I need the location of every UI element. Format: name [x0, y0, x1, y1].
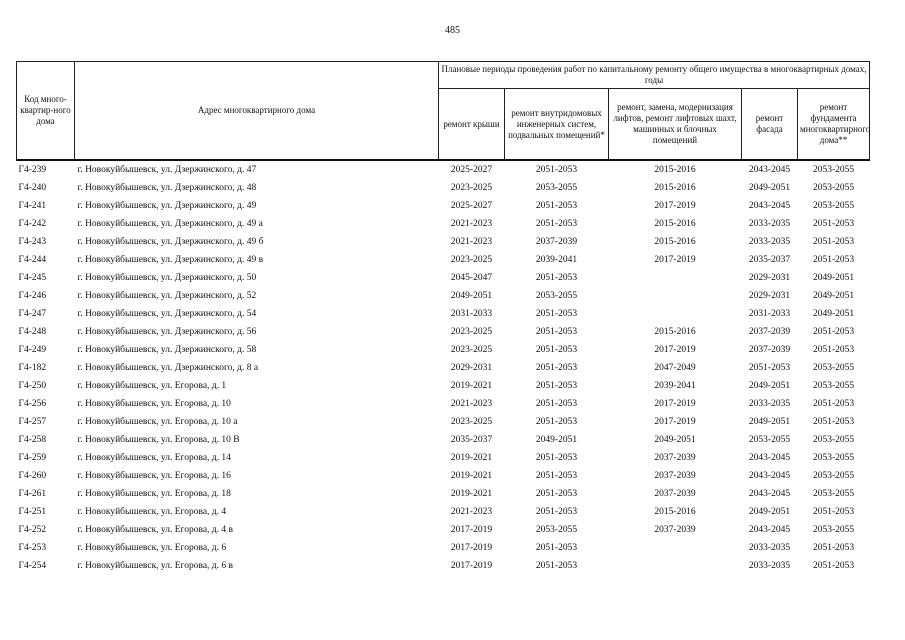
- cell-code: Г4-182: [18, 363, 47, 373]
- cell-address: г. Новокуйбышевск, ул. Егорова, д. 10 а: [77, 417, 238, 427]
- cell-address: г. Новокуйбышевск, ул. Дзержинского, д. 52: [77, 291, 257, 301]
- table-row: [17, 395, 870, 413]
- table-row: [17, 449, 870, 467]
- cell-address: г. Новокуйбышевск, ул. Егорова, д. 14: [77, 453, 231, 463]
- cell-facade: 2049-2051: [748, 381, 791, 391]
- cell-roof: 2017-2019: [450, 525, 493, 535]
- table-row: [17, 179, 870, 197]
- cell-foundation: 2053-2055: [812, 435, 855, 445]
- cell-lifts: 2017-2019: [654, 417, 696, 427]
- cell-systems: 2051-2053: [535, 489, 578, 499]
- cell-foundation: 2053-2055: [812, 453, 855, 463]
- cell-facade: 2049-2051: [748, 183, 791, 193]
- cell-foundation: 2049-2051: [812, 309, 855, 319]
- cell-facade: 2033-2035: [748, 561, 791, 571]
- cell-foundation: 2053-2055: [812, 183, 855, 193]
- table-row: [17, 413, 870, 431]
- cell-roof: 2023-2025: [450, 255, 493, 265]
- cell-roof: 2019-2021: [450, 489, 493, 499]
- cell-roof: 2019-2021: [450, 471, 493, 481]
- cell-systems: 2051-2053: [535, 219, 578, 229]
- cell-roof: 2045-2047: [450, 273, 493, 283]
- table-row: [17, 485, 870, 503]
- cell-roof: 2031-2033: [450, 309, 493, 319]
- header-roof: ремонт крыши: [439, 89, 505, 161]
- cell-address: г. Новокуйбышевск, ул. Дзержинского, д. 58: [77, 345, 257, 355]
- cell-systems: 2051-2053: [535, 363, 578, 373]
- table-row: [17, 215, 870, 233]
- cell-roof: 2019-2021: [450, 453, 493, 463]
- cell-facade: 2033-2035: [748, 399, 791, 409]
- cell-foundation: 2049-2051: [812, 291, 855, 301]
- cell-facade: 2035-2037: [748, 255, 791, 265]
- cell-code: Г4-248: [18, 327, 47, 337]
- cell-facade: 2043-2045: [748, 165, 791, 175]
- cell-address: г. Новокуйбышевск, ул. Дзержинского, д. 8 а: [77, 363, 259, 373]
- cell-address: г. Новокуйбышевск, ул. Егорова, д. 6 в: [77, 561, 233, 571]
- cell-foundation: 2053-2055: [812, 489, 855, 499]
- header-lifts: ремонт, замена, модернизация лифтов, ремонт лифтовых шахт, машинных и блочных помещений: [609, 89, 742, 161]
- cell-address: г. Новокуйбышевск, ул. Егорова, д. 4: [77, 507, 227, 517]
- cell-foundation: 2051-2053: [812, 237, 855, 247]
- cell-lifts: [609, 287, 742, 305]
- table-row: [17, 160, 870, 179]
- cell-systems: 2053-2055: [535, 525, 578, 535]
- cell-address: г. Новокуйбышевск, ул. Егорова, д. 4 в: [77, 525, 233, 535]
- cell-systems: 2051-2053: [535, 201, 578, 211]
- cell-facade: 2029-2031: [748, 291, 791, 301]
- cell-roof: 2025-2027: [450, 201, 493, 211]
- cell-foundation: 2051-2053: [812, 417, 855, 427]
- cell-lifts: [609, 557, 742, 575]
- table-row: [17, 431, 870, 449]
- cell-facade: 2049-2051: [748, 417, 791, 427]
- cell-roof: 2025-2027: [450, 165, 493, 175]
- cell-code: Г4-239: [18, 165, 47, 175]
- table-row: [17, 467, 870, 485]
- cell-systems: 2051-2053: [535, 345, 578, 355]
- cell-code: Г4-243: [18, 237, 47, 247]
- cell-facade: 2053-2055: [748, 435, 791, 445]
- table-row: [17, 323, 870, 341]
- cell-code: Г4-254: [18, 561, 47, 571]
- cell-lifts: 2017-2019: [654, 345, 696, 355]
- cell-code: Г4-244: [18, 255, 47, 265]
- cell-foundation: 2051-2053: [812, 327, 855, 337]
- cell-foundation: 2051-2053: [812, 255, 855, 265]
- header-address: Адрес многоквартирного дома: [75, 62, 439, 161]
- table-row: [17, 287, 870, 305]
- cell-code: Г4-261: [18, 489, 47, 499]
- cell-code: Г4-242: [18, 219, 47, 229]
- cell-systems: 2051-2053: [535, 273, 578, 283]
- cell-code: Г4-253: [18, 543, 47, 553]
- cell-code: Г4-258: [18, 435, 47, 445]
- cell-lifts: 2015-2016: [654, 237, 696, 247]
- cell-code: Г4-240: [18, 183, 47, 193]
- cell-lifts: 2037-2039: [654, 525, 696, 535]
- cell-roof: 2017-2019: [450, 561, 493, 571]
- table-row: [17, 503, 870, 521]
- cell-lifts: 2017-2019: [654, 255, 696, 265]
- capital-repair-table: [16, 61, 870, 575]
- cell-code: Г4-251: [18, 507, 47, 517]
- cell-systems: 2053-2055: [535, 183, 578, 193]
- table-row: [17, 251, 870, 269]
- table-row: [17, 233, 870, 251]
- cell-roof: 2023-2025: [450, 327, 493, 337]
- cell-systems: 2051-2053: [535, 453, 578, 463]
- cell-foundation: 2051-2053: [812, 219, 855, 229]
- cell-systems: 2051-2053: [535, 165, 578, 175]
- cell-roof: 2017-2019: [450, 543, 493, 553]
- table-row: [17, 539, 870, 557]
- cell-systems: 2049-2051: [535, 435, 578, 445]
- cell-foundation: 2049-2051: [812, 273, 855, 283]
- cell-code: Г4-247: [18, 309, 47, 319]
- cell-roof: 2049-2051: [450, 291, 493, 301]
- cell-foundation: 2053-2055: [812, 165, 855, 175]
- cell-roof: 2023-2025: [450, 183, 493, 193]
- cell-facade: 2031-2033: [748, 309, 791, 319]
- cell-roof: 2029-2031: [450, 363, 493, 373]
- cell-address: г. Новокуйбышевск, ул. Дзержинского, д. 49 б: [77, 237, 264, 247]
- cell-address: г. Новокуйбышевск, ул. Егорова, д. 10: [77, 399, 231, 409]
- cell-lifts: 2017-2019: [654, 201, 696, 211]
- cell-lifts: 2039-2041: [654, 381, 696, 391]
- cell-systems: 2051-2053: [535, 327, 578, 337]
- cell-lifts: 2015-2016: [654, 183, 696, 193]
- cell-systems: 2051-2053: [535, 381, 578, 391]
- cell-lifts: 2037-2039: [654, 471, 696, 481]
- cell-roof: 2021-2023: [450, 219, 493, 229]
- page-number: 485: [445, 25, 460, 36]
- cell-code: Г4-245: [18, 273, 47, 283]
- table-header: [17, 62, 870, 161]
- header-periods-group: Плановые периоды проведения работ по капитальному ремонту общего имущества в многоквартирных домах, годы: [439, 62, 870, 89]
- cell-facade: 2037-2039: [748, 345, 791, 355]
- cell-systems: 2051-2053: [535, 561, 578, 571]
- cell-foundation: 2053-2055: [812, 525, 855, 535]
- cell-address: г. Новокуйбышевск, ул. Дзержинского, д. 47: [77, 165, 257, 175]
- cell-systems: 2051-2053: [535, 417, 578, 427]
- cell-facade: 2043-2045: [748, 489, 791, 499]
- cell-address: г. Новокуйбышевск, ул. Дзержинского, д. 54: [77, 309, 257, 319]
- cell-code: Г4-252: [18, 525, 47, 535]
- header-foundation: ремонт фундамента многоквартирного дома**: [798, 89, 870, 161]
- cell-code: Г4-246: [18, 291, 47, 301]
- cell-systems: 2051-2053: [535, 309, 578, 319]
- cell-address: г. Новокуйбышевск, ул. Дзержинского, д. 50: [77, 273, 257, 283]
- cell-address: г. Новокуйбышевск, ул. Егорова, д. 18: [77, 489, 231, 499]
- cell-facade: 2043-2045: [748, 525, 791, 535]
- cell-roof: 2019-2021: [450, 381, 493, 391]
- cell-lifts: [609, 269, 742, 287]
- cell-lifts: 2015-2016: [654, 327, 696, 337]
- cell-foundation: 2053-2055: [812, 201, 855, 211]
- header-facade: ремонт фасада: [742, 89, 798, 161]
- cell-systems: 2051-2053: [535, 507, 578, 517]
- cell-foundation: 2053-2055: [812, 471, 855, 481]
- cell-address: г. Новокуйбышевск, ул. Дзержинского, д. 49 а: [77, 219, 263, 229]
- cell-lifts: [609, 539, 742, 557]
- cell-facade: 2033-2035: [748, 219, 791, 229]
- cell-foundation: 2051-2053: [812, 507, 855, 517]
- cell-code: Г4-250: [18, 381, 47, 391]
- cell-facade: 2043-2045: [748, 471, 791, 481]
- table-row: [17, 341, 870, 359]
- cell-systems: 2053-2055: [535, 291, 578, 301]
- cell-facade: 2033-2035: [748, 237, 791, 247]
- cell-roof: 2035-2037: [450, 435, 493, 445]
- cell-code: Г4-257: [18, 417, 47, 427]
- cell-roof: 2023-2025: [450, 417, 493, 427]
- table-row: [17, 197, 870, 215]
- cell-address: г. Новокуйбышевск, ул. Егорова, д. 6: [77, 543, 227, 553]
- header-systems: ремонт внутридомовых инженерных систем, подвальных помещений*: [505, 89, 609, 161]
- cell-lifts: 2017-2019: [654, 399, 696, 409]
- cell-foundation: 2051-2053: [812, 399, 855, 409]
- cell-systems: 2051-2053: [535, 471, 578, 481]
- cell-foundation: 2053-2055: [812, 363, 855, 373]
- cell-address: г. Новокуйбышевск, ул. Дзержинского, д. 48: [77, 183, 257, 193]
- cell-address: г. Новокуйбышевск, ул. Дзержинского, д. 49 в: [77, 255, 264, 265]
- cell-address: г. Новокуйбышевск, ул. Дзержинского, д. 56: [77, 327, 257, 337]
- cell-code: Г4-249: [18, 345, 47, 355]
- cell-lifts: 2037-2039: [654, 453, 696, 463]
- cell-facade: 2049-2051: [748, 507, 791, 517]
- cell-foundation: 2051-2053: [812, 345, 855, 355]
- table-row: [17, 269, 870, 287]
- cell-systems: 2051-2053: [535, 543, 578, 553]
- cell-lifts: 2015-2016: [654, 507, 696, 517]
- cell-roof: 2021-2023: [450, 507, 493, 517]
- cell-code: Г4-259: [18, 453, 47, 463]
- cell-roof: 2021-2023: [450, 399, 493, 409]
- cell-address: г. Новокуйбышевск, ул. Егорова, д. 10 В: [77, 435, 240, 445]
- cell-foundation: 2051-2053: [812, 543, 855, 553]
- cell-systems: 2039-2041: [535, 255, 578, 265]
- table-body: [17, 160, 870, 575]
- cell-code: Г4-260: [18, 471, 47, 481]
- cell-facade: 2037-2039: [748, 327, 791, 337]
- table-row: [17, 557, 870, 575]
- cell-lifts: 2049-2051: [654, 435, 696, 445]
- cell-lifts: [609, 305, 742, 323]
- cell-facade: 2043-2045: [748, 201, 791, 211]
- cell-facade: 2033-2035: [748, 543, 791, 553]
- table-row: [17, 377, 870, 395]
- cell-address: г. Новокуйбышевск, ул. Дзержинского, д. 49: [77, 201, 257, 211]
- table-row: [17, 521, 870, 539]
- cell-facade: 2051-2053: [748, 363, 791, 373]
- cell-roof: 2021-2023: [450, 237, 493, 247]
- cell-code: Г4-241: [18, 201, 47, 211]
- cell-address: г. Новокуйбышевск, ул. Егорова, д. 16: [77, 471, 231, 481]
- cell-systems: 2037-2039: [535, 237, 578, 247]
- cell-address: г. Новокуйбышевск, ул. Егорова, д. 1: [77, 381, 227, 391]
- cell-facade: 2029-2031: [748, 273, 791, 283]
- cell-lifts: 2047-2049: [654, 363, 696, 373]
- cell-lifts: 2037-2039: [654, 489, 696, 499]
- cell-facade: 2043-2045: [748, 453, 791, 463]
- cell-systems: 2051-2053: [535, 399, 578, 409]
- cell-foundation: 2053-2055: [812, 381, 855, 391]
- header-code: Код много-квартир-ного дома: [17, 62, 75, 161]
- cell-foundation: 2051-2053: [812, 561, 855, 571]
- table-row: [17, 359, 870, 377]
- cell-lifts: 2015-2016: [654, 219, 696, 229]
- cell-code: Г4-256: [18, 399, 47, 409]
- cell-lifts: 2015-2016: [654, 165, 696, 175]
- cell-roof: 2023-2025: [450, 345, 493, 355]
- table-row: [17, 305, 870, 323]
